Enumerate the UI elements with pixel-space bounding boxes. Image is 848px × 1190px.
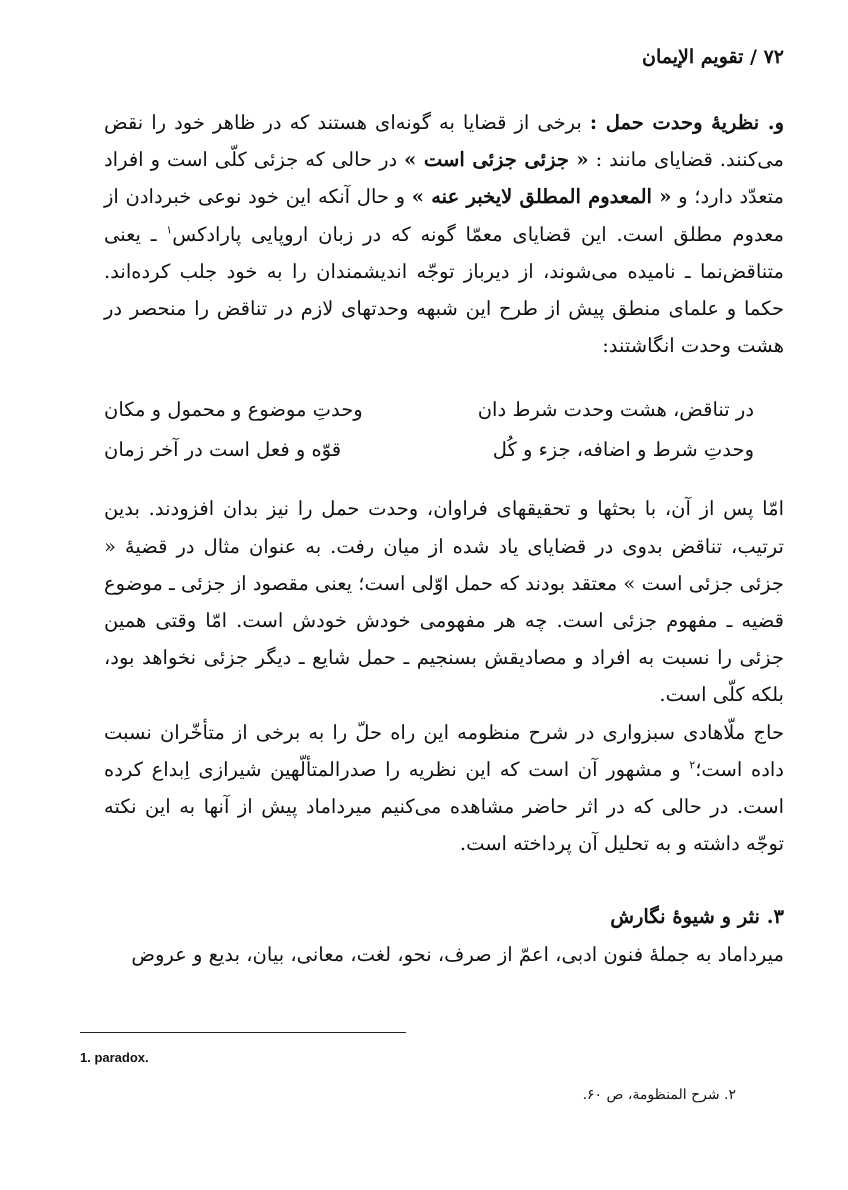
body-text <box>104 104 784 973</box>
poem-line <box>104 430 784 470</box>
section-heading-prose-style: ۳. نثر و شیوهٔ نگارش <box>610 905 784 929</box>
paragraph-text: و مشهور آن است که این نظریه را صدرالمتألّهین شیرازی اِبداع کرده است. در حالی که در اثر حاضر مشاهده می‌کنیم میرداماد پیش از آنها به این نکته توجّه داشته و به تحلیل آن پرداخته است. <box>104 757 784 856</box>
footnote-1: 1. paradox. <box>80 1050 149 1065</box>
paragraph-text: برخی از قضایا به گونه‌ای هستند که در ظاهر خود را نقض می‌کنند. قضایای مانند : <box>104 111 784 172</box>
footnote-reference[interactable]: ۲ <box>689 758 696 772</box>
quoted-proposition: « جزئی جزئی است » <box>404 148 589 172</box>
paragraph-unity-of-predication <box>104 104 784 364</box>
paragraph-text: در حالی که جزئی کلّی است و افراد متعدّد دارد؛ و <box>104 148 784 209</box>
poem-hemistich-second: وحدتِ موضوع و محمول و مکان <box>104 398 363 422</box>
running-header: ۷۲ / تقویم الإیمان <box>642 46 784 68</box>
poem-hemistich-second: قوّه و فعل است در آخر زمان <box>104 438 342 462</box>
footnote-reference[interactable]: ۱ <box>166 223 173 237</box>
poem-block <box>104 390 784 470</box>
paragraph-text: ـ یعنی متناقض‌نما ـ نامیده می‌شوند، از دیرباز توجّه اندیشمندان را به خود جلب کرده‌اند. حکما و علمای منطق پیش از طرح این شبهه وحدتهای لازم در تناقض را منحصر در هشت وحدت انگاشتند: <box>104 222 784 358</box>
paragraph-text: حاج ملّاهادی سبزواری در شرح منظومه این راه حلّ را به برخی از متأخّران نسبت داده است؛ <box>104 720 784 781</box>
inline-heading-unity-of-predication: و. نظریهٔ وحدت حمل : <box>589 111 784 134</box>
poem-hemistich-first: در تناقض، هشت وحدت شرط دان <box>477 398 754 422</box>
quoted-proposition: « المعدوم المطلق لایخبر عنه » <box>411 185 672 209</box>
poem-hemistich-first: وحدتِ شرط و اضافه، جزء و کُل <box>492 438 754 462</box>
paragraph-sabzevari <box>104 714 784 863</box>
paragraph-prose-style: میرداماد به جملهٔ فنون ادبی، اعمّ از صرف، نحو، لغت، معانی، بیان، بدیع و عروض <box>131 942 784 966</box>
paragraph-text: و حال آنکه این خود نوعی خبردادن از معدوم مطلق است. این قضایای معمّا گونه که در زبان اروپایی پارادکس <box>104 185 784 246</box>
footnote-2: ۲. شرح المنظومة، ص ۶۰. <box>582 1087 736 1103</box>
poem-line <box>104 390 784 430</box>
paragraph-addition-of-predication: امّا پس از آن، با بحثها و تحقیقهای فراوان، وحدت حمل را نیز بدان افزودند. بدین ترتیب، تناقض بدوی در قضایای یاد شده از میان رفت. به عنوان مثال در قضیهٔ « جزئی جزئی است » معتقد بودند که حمل اوّلی است؛ یعنی مقصود از جزئی ـ موضوع قضیه ـ مفهوم جزئی است. چه هر مفهومی خودش خودش است. امّا وقتی همین جزئی را نسبت به افراد و مصادیقش بسنجیم ـ حمل شایع ـ دیگر جزئی نخواهد بود، بلکه کلّی است. <box>104 497 784 707</box>
footnote-divider <box>80 1032 406 1033</box>
